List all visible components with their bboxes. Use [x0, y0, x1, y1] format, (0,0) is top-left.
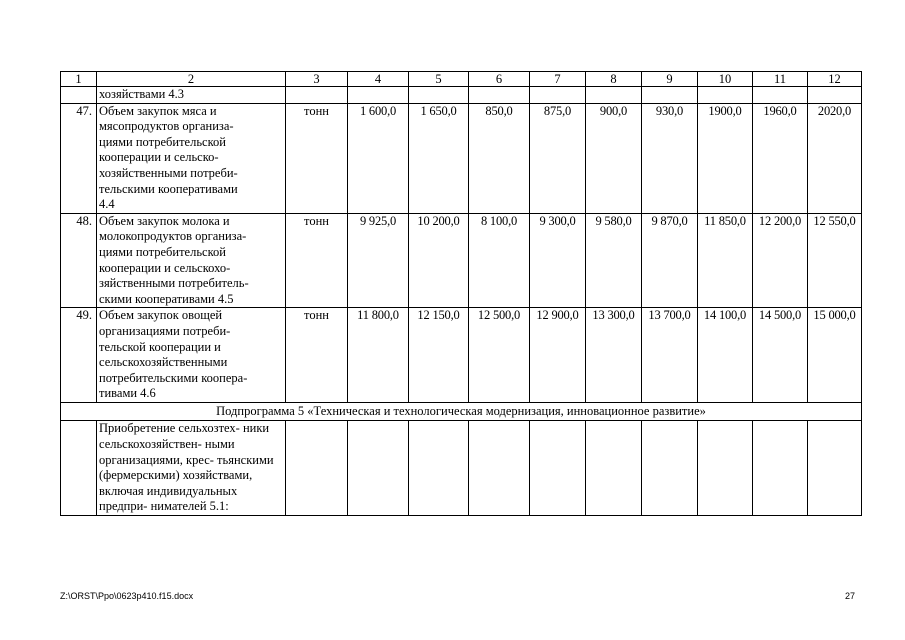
value-cell: 1960,0 — [753, 103, 808, 213]
name-line: циями потребительской — [99, 244, 226, 259]
row-number: 48. — [61, 213, 97, 308]
value-cell: 15 000,0 — [808, 308, 862, 403]
value-cell: 850,0 — [469, 103, 530, 213]
value-cell: 14 500,0 — [753, 308, 808, 403]
header-cell: 5 — [409, 72, 469, 87]
value-cell: 9 580,0 — [586, 213, 642, 308]
header-cell: 8 — [586, 72, 642, 87]
value-cell: 11 850,0 — [698, 213, 753, 308]
value-cell: 12 200,0 — [753, 213, 808, 308]
header-cell: 12 — [808, 72, 862, 87]
value-cell: 2020,0 — [808, 103, 862, 213]
table-row — [61, 213, 862, 308]
name-line: мясопродуктов организа- — [99, 119, 234, 134]
value-cell: 875,0 — [530, 103, 586, 213]
table-row — [61, 308, 862, 403]
indicator-name — [97, 421, 286, 516]
name-line: хозяйственными потреби- — [99, 165, 238, 180]
value-cell: 14 100,0 — [698, 308, 753, 403]
name-line: Объем закупок мяса и — [99, 103, 217, 118]
value-cell: 11 800,0 — [348, 308, 409, 403]
indicator-name — [97, 213, 286, 308]
indicator-name — [97, 103, 286, 213]
page-number: 27 — [845, 591, 856, 601]
indicator-name: хозяйствами 4.3 — [97, 87, 286, 104]
value-cell: 9 300,0 — [530, 213, 586, 308]
header-cell: 6 — [469, 72, 530, 87]
name-line: организациями потреби- — [99, 323, 231, 338]
header-cell: 3 — [286, 72, 348, 87]
unit: тонн — [286, 308, 348, 403]
name-line: Объем закупок овощей — [99, 308, 223, 323]
value-cell: 10 200,0 — [409, 213, 469, 308]
table-row — [61, 421, 862, 516]
value-cell: 9 870,0 — [642, 213, 698, 308]
value-cell: 12 500,0 — [469, 308, 530, 403]
name-line: кооперации и сельско- — [99, 150, 219, 165]
value-cell: 1900,0 — [698, 103, 753, 213]
name-line: зяйственными потребитель- — [99, 276, 249, 291]
name-line: тельскими кооперативами — [99, 181, 238, 196]
unit: тонн — [286, 213, 348, 308]
name-line: молокопродуктов организа- — [99, 229, 247, 244]
name-line: кооперации и сельскохо- — [99, 260, 231, 275]
subprogram-title: Подпрограмма 5 «Техническая и технологическая модернизация, инновационное развитие» — [61, 402, 862, 421]
header-cell: 1 — [61, 72, 97, 87]
column-number-header — [61, 72, 862, 87]
header-cell: 2 — [97, 72, 286, 87]
name-line: нимателей 5.1: — [150, 499, 229, 514]
table-row — [61, 103, 862, 213]
name-line: хозяйствами, включая — [99, 468, 253, 498]
name-line: потребительскими коопера- — [99, 370, 248, 385]
row-number: 49. — [61, 308, 97, 403]
value-cell: 1 650,0 — [409, 103, 469, 213]
name-line: скими кооперативами 4.5 — [99, 291, 234, 306]
value-cell: 13 300,0 — [586, 308, 642, 403]
name-line: циями потребительской — [99, 134, 226, 149]
name-line: тельской кооперации и — [99, 339, 221, 354]
indicators-table — [60, 71, 862, 516]
header-cell: 10 — [698, 72, 753, 87]
indicator-name — [97, 308, 286, 403]
value-cell: 12 150,0 — [409, 308, 469, 403]
name-line: индивидуальных предпри- — [99, 483, 238, 514]
value-cell: 900,0 — [586, 103, 642, 213]
name-line: 4.4 — [99, 197, 115, 212]
name-line: сельскохозяйственными — [99, 355, 228, 370]
header-cell: 7 — [530, 72, 586, 87]
value-cell: 12 900,0 — [530, 308, 586, 403]
value-cell: 9 925,0 — [348, 213, 409, 308]
name-line: Объем закупок молока и — [99, 213, 230, 228]
header-cell: 4 — [348, 72, 409, 87]
footer-file-path: Z:\ORST\Ppo\0623p410.f15.docx — [60, 591, 194, 601]
subprogram-row — [61, 402, 862, 421]
table-row-continuation — [61, 87, 862, 104]
name-line: тьянскими (фермерскими) — [99, 452, 274, 483]
header-cell: 11 — [753, 72, 808, 87]
value-cell: 1 600,0 — [348, 103, 409, 213]
header-cell: 9 — [642, 72, 698, 87]
name-line: ными организациями, крес- — [99, 437, 235, 467]
name-line: Приобретение сельхозтех- — [99, 421, 240, 436]
unit: тонн — [286, 103, 348, 213]
value-cell: 13 700,0 — [642, 308, 698, 403]
name-line: ники сельскохозяйствен- — [99, 421, 270, 452]
name-line: тивами 4.6 — [99, 386, 156, 401]
value-cell: 8 100,0 — [469, 213, 530, 308]
value-cell: 12 550,0 — [808, 213, 862, 308]
row-number: 47. — [61, 103, 97, 213]
value-cell: 930,0 — [642, 103, 698, 213]
